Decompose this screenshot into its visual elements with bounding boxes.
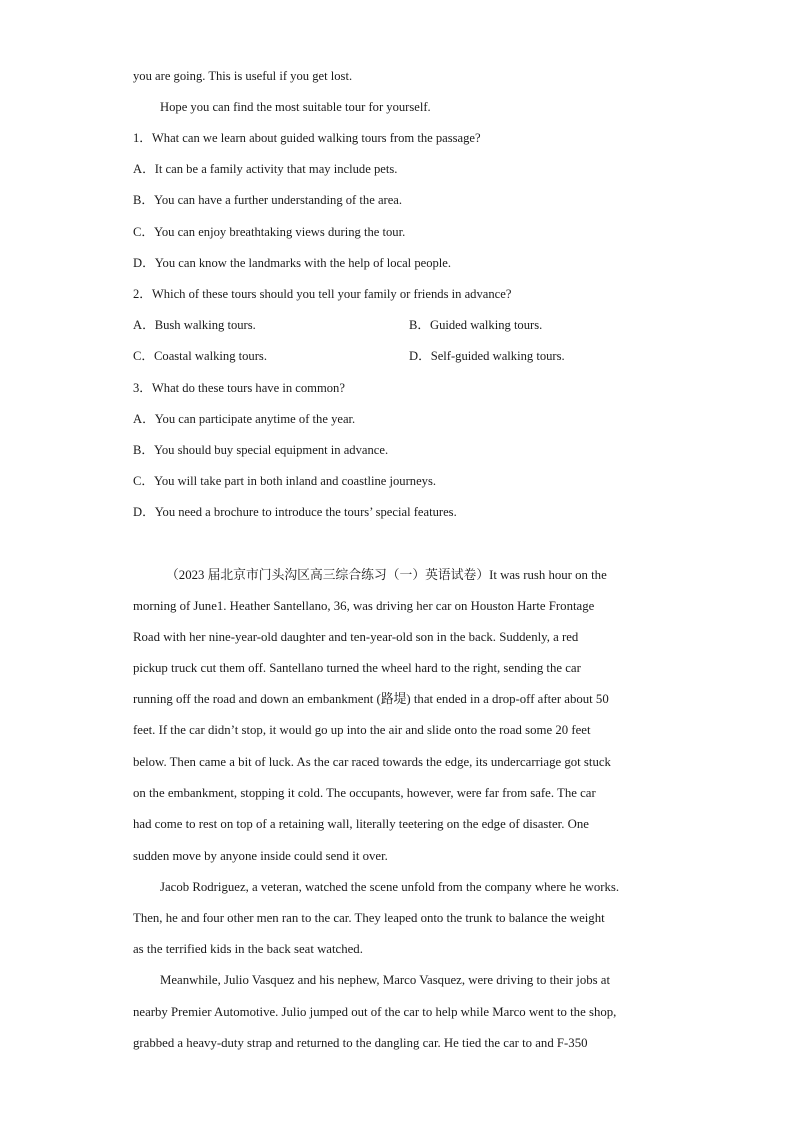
passage-2-line: nearby Premier Automotive. Julio jumped out of the car to help while Marco went to the shop,: [133, 1005, 617, 1019]
question-2-option-b: B．Guided walking tours.: [409, 318, 543, 332]
passage-2-line: Road with her nine-year-old daughter and ten-year-old son in the back. Suddenly, a red: [133, 630, 579, 644]
question-3-option-a: A．You can participate anytime of the year.: [133, 412, 356, 426]
passage-2-line: had come to rest on top of a retaining wall, literally teetering on the edge of disaster. One: [133, 817, 589, 831]
question-2-option-c: C．Coastal walking tours.: [133, 349, 267, 363]
passage-2-line: Jacob Rodriguez, a veteran, watched the scene unfold from the company where he works.: [160, 880, 620, 894]
passage-2-line: on the embankment, stopping it cold. The occupants, however, were far from safe. The car: [133, 786, 596, 800]
passage-2-line: running off the road and down an embankment (路堤) that ended in a drop-off after about 50: [133, 692, 609, 706]
passage-2-line: grabbed a heavy-duty strap and returned to the dangling car. He tied the car to and F-350: [133, 1036, 588, 1050]
question-2-option-a: A．Bush walking tours.: [133, 318, 256, 332]
passage-2-line: （2023 届北京市门头沟区高三综合练习（一）英语试卷）It was rush hour on the: [166, 568, 607, 582]
question-1-option-d: D．You can know the landmarks with the help of local people.: [133, 256, 452, 270]
question-1-option-b: B．You can have a further understanding of the area.: [133, 193, 403, 207]
passage-tail-line: you are going. This is useful if you get lost.: [133, 69, 353, 83]
question-2-option-d: D．Self-guided walking tours.: [409, 349, 565, 363]
passage-2-line: pickup truck cut them off. Santellano turned the wheel hard to the right, sending the car: [133, 661, 581, 675]
passage-2-line: Meanwhile, Julio Vasquez and his nephew, Marco Vasquez, were driving to their jobs at: [160, 973, 611, 987]
passage-2-line: below. Then came a bit of luck. As the car raced towards the edge, its undercarriage got stuck: [133, 755, 611, 769]
question-1-stem: 1．What can we learn about guided walking tours from the passage?: [133, 131, 481, 145]
question-3-stem: 3．What do these tours have in common?: [133, 381, 345, 395]
question-1-option-c: C．You can enjoy breathtaking views during the tour.: [133, 225, 406, 239]
passage-2-line: Then, he and four other men ran to the car. They leaped onto the trunk to balance the weight: [133, 911, 605, 925]
passage-2-line: as the terrified kids in the back seat watched.: [133, 942, 363, 956]
passage-2-line: feet. If the car didn’t stop, it would go up into the air and slide onto the road some 20 feet: [133, 723, 591, 737]
question-3-option-c: C．You will take part in both inland and coastline journeys.: [133, 474, 437, 488]
closing-sentence: Hope you can find the most suitable tour for yourself.: [160, 100, 431, 114]
question-2-stem: 2．Which of these tours should you tell your family or friends in advance?: [133, 287, 512, 301]
passage-2-line: sudden move by anyone inside could send it over.: [133, 849, 388, 863]
question-3-option-b: B．You should buy special equipment in advance.: [133, 443, 389, 457]
question-3-option-d: D．You need a brochure to introduce the tours’ special features.: [133, 505, 457, 519]
question-1-option-a: A．It can be a family activity that may include pets.: [133, 162, 398, 176]
passage-2-line: morning of June1. Heather Santellano, 36, was driving her car on Houston Harte Frontage: [133, 599, 595, 613]
